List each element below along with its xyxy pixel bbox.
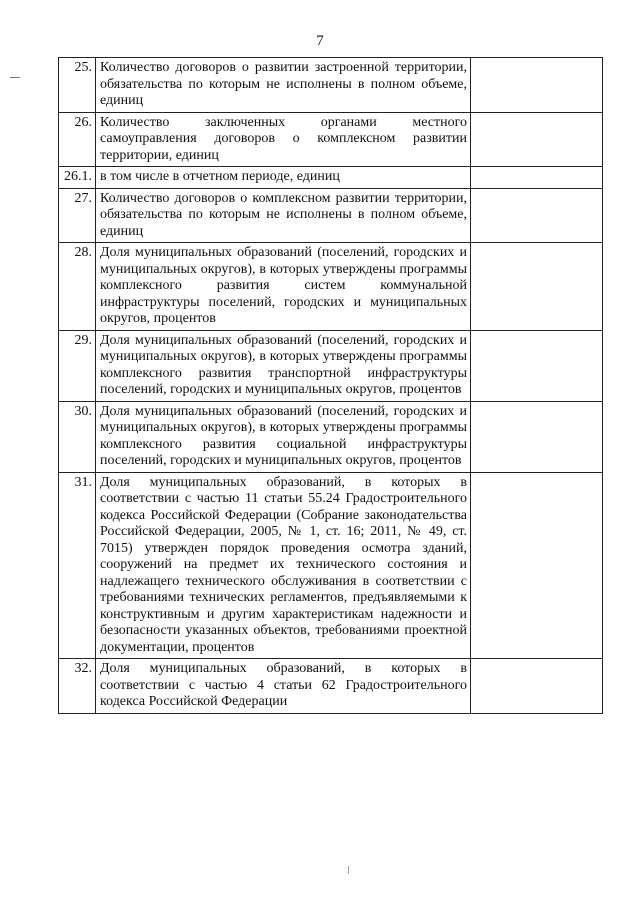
row-value-cell	[471, 401, 603, 472]
row-indicator-text: Количество договоров о развитии застроенной территории, обязательства по которым не исполнены в полном объеме, единиц	[96, 58, 471, 113]
row-indicator-text: в том числе в отчетном периоде, единиц	[96, 167, 471, 189]
table-row	[59, 188, 603, 243]
row-indicator-text: Доля муниципальных образований (поселений, городских и муниципальных округов), в которых утверждены программы комплексного развития транспортной инфраструктуры поселений, городских и муниципальных округов, процентов	[96, 330, 471, 401]
table-row	[59, 167, 603, 189]
row-number: 31.	[59, 472, 96, 659]
row-value-cell	[471, 330, 603, 401]
indicators-table	[58, 57, 603, 714]
table-row	[59, 472, 603, 659]
row-value-cell	[471, 659, 603, 714]
row-value-cell	[471, 472, 603, 659]
row-indicator-text: Доля муниципальных образований (поселений, городских и муниципальных округов), в которых утверждены программы комплексного развития социальной инфраструктуры поселений, городских и муниципальных округов, процентов	[96, 401, 471, 472]
row-value-cell	[471, 243, 603, 331]
row-value-cell	[471, 167, 603, 189]
scan-mark	[348, 866, 349, 874]
row-number: 27.	[59, 188, 96, 243]
page-number: 7	[316, 33, 324, 49]
table-row	[59, 401, 603, 472]
row-number: 32.	[59, 659, 96, 714]
row-number: 25.	[59, 58, 96, 113]
table-row	[59, 243, 603, 331]
row-number: 26.1.	[59, 167, 96, 189]
row-number: 28.	[59, 243, 96, 331]
row-indicator-text: Доля муниципальных образований, в которых в соответствии с частью 11 статьи 55.24 Градостроительного кодекса Российской Федерации (Собрание законодательства Российской Федерации, 2005, № 1, ст. 16; 2011, № 49, ст. 7015) утвержден порядок проведения осмотра зданий, сооружений на предмет их технического состояния и надлежащего технического обслуживания в соответствии с требованиями технических регламентов, предъявляемыми к конструктивным и другим характеристикам надежности и безопасности указанных объектов, требованиями проектной документации, процентов	[96, 472, 471, 659]
row-value-cell	[471, 112, 603, 167]
row-number: 29.	[59, 330, 96, 401]
table-row	[59, 112, 603, 167]
row-indicator-text: Количество заключенных органами местного самоуправления договоров о комплексном развитии территории, единиц	[96, 112, 471, 167]
table-row	[59, 58, 603, 113]
row-indicator-text: Доля муниципальных образований, в которых в соответствии с частью 4 статьи 62 Градостроительного кодекса Российской Федерации	[96, 659, 471, 714]
row-value-cell	[471, 58, 603, 113]
row-value-cell	[471, 188, 603, 243]
row-indicator-text: Количество договоров о комплексном развитии территории, обязательства по которым не исполнены в полном объеме, единиц	[96, 188, 471, 243]
row-indicator-text: Доля муниципальных образований (поселений, городских и муниципальных округов), в которых утверждены программы комплексного развития систем коммунальной инфраструктуры поселений, городских и муниципальных округов, процентов	[96, 243, 471, 331]
row-number: 30.	[59, 401, 96, 472]
table-row	[59, 659, 603, 714]
scan-mark	[10, 77, 20, 78]
table-row	[59, 330, 603, 401]
row-number: 26.	[59, 112, 96, 167]
